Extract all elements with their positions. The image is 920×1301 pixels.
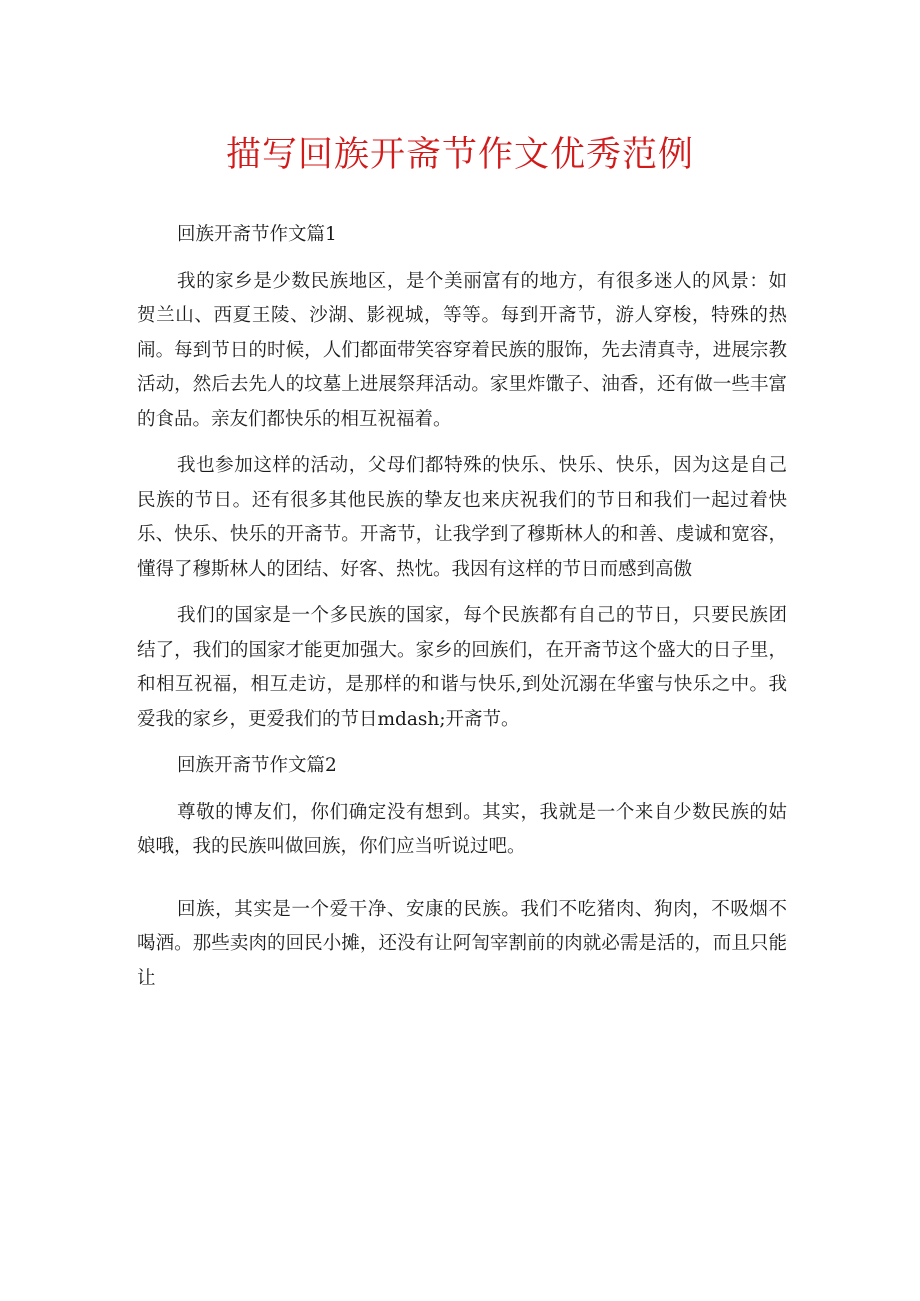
paragraph: 回族，其实是一个爱干净、安康的民族。我们不吃猪肉、狗肉，不吸烟不喝酒。那些卖肉的回民小摊，还没有让阿訇宰割前的肉就必需是活的，而且只能让 [137, 898, 787, 989]
paragraph: 我的家乡是少数民族地区，是个美丽富有的地方，有很多迷人的风景：如贺兰山、西夏王陵、沙湖、影视城，等等。每到开斋节，游人穿梭，特殊的热闹。每到节日的时候，人们都面带笑容穿着民族的服饰，先去清真寺，进展宗教活动，然后去先人的坟墓上进展祭拜活动。家里炸馓子、油香，还有做一些丰富的食品。亲友们都快乐的相互祝福着。 [137, 270, 787, 430]
section-1 [137, 218, 787, 737]
paragraph: 我也参加这样的活动，父母们都特殊的快乐、快乐、快乐，因为这是自己民族的节日。还有很多其他民族的挚友也来庆祝我们的节日和我们一起过着快乐、快乐、快乐的开斋节。开斋节，让我学到了穆斯林人的和善、虔诚和宽容，懂得了穆斯林人的团结、好客、热忱。我因有这样的节日而感到高傲 [137, 455, 787, 580]
paragraph: 我们的国家是一个多民族的国家，每个民族都有自己的节日，只要民族团结了，我们的国家才能更加强大。家乡的回族们，在开斋节这个盛大的日子里，和相互祝福，相互走访，是那样的和谐与快乐,到处沉溺在华蜜与快乐之中。我爱我的家乡，更爱我们的节日mdash;开斋节。 [137, 605, 787, 730]
document-body [137, 218, 787, 1008]
section-heading: 回族开斋节作文篇2 [177, 755, 337, 776]
paragraph: 尊敬的博友们，你们确定没有想到。其实，我就是一个来自少数民族的姑娘哦，我的民族叫做回族，你们应当听说过吧。 [137, 801, 787, 857]
document-title: 描写回族开斋节作文优秀范例 [225, 135, 694, 175]
section-heading: 回族开斋节作文篇1 [177, 224, 337, 245]
section-2 [137, 749, 787, 996]
